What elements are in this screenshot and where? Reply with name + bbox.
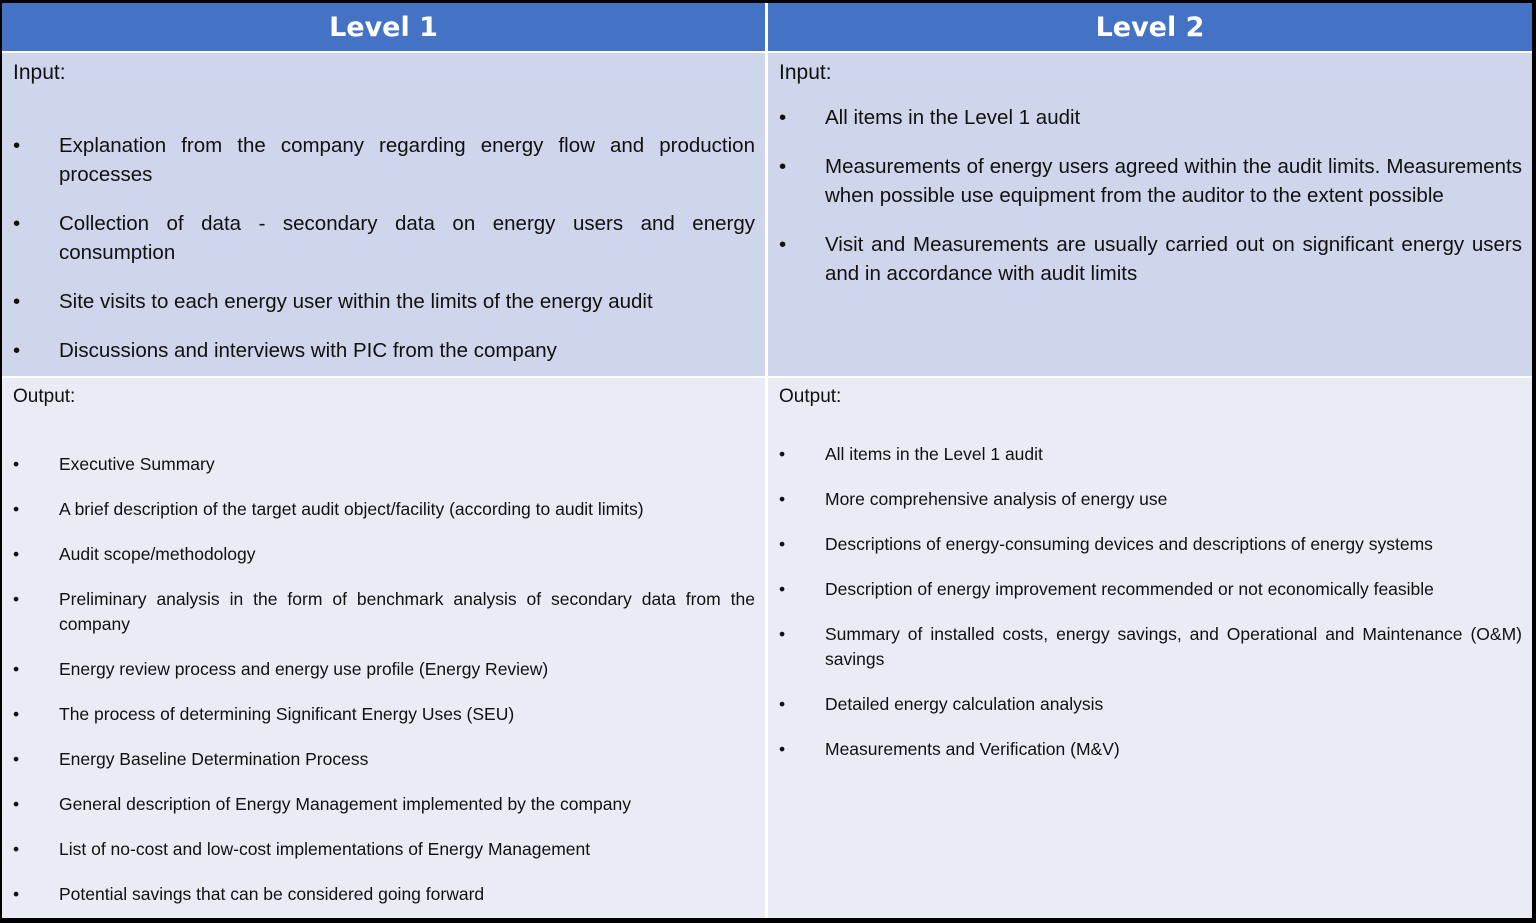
level-2-input-title: Input: [779,61,832,84]
level-2-output-title: Output: [779,386,842,407]
level-1-input-title: Input: [13,61,66,84]
level-1-output-title: Output: [13,386,76,407]
list-item: • Measurements of energy users agreed within the audit limits. Measurements when possible use equipment from the auditor to the extent possible [779,152,1522,210]
level-2-input-cell [768,53,1532,376]
list-item: • Visit and Measurements are usually carried out on significant energy users and in accordance with audit limits [779,230,1522,288]
list-item: • List of no-cost and low-cost implementations of Energy Management [13,837,755,862]
audit-levels-table [2,3,1532,918]
list-item: • The process of determining Significant Energy Uses (SEU) [13,702,755,727]
list-item: • Description of energy improvement recommended or not economically feasible [779,577,1522,602]
list-item: • Energy Baseline Determination Process [13,747,755,772]
level-2-output-list [779,442,1522,762]
list-item: • All items in the Level 1 audit [779,103,1522,132]
level-2-output-cell [768,378,1532,918]
list-item: • Executive Summary [13,452,755,477]
list-item: • Preliminary analysis in the form of benchmark analysis of secondary data from the company [13,587,755,637]
list-item: • Site visits to each energy user within the limits of the energy audit [13,287,755,316]
list-item: • Detailed energy calculation analysis [779,692,1522,717]
level-1-input-cell [2,53,765,376]
list-item: • Explanation from the company regarding energy flow and production processes [13,131,755,189]
list-item: • Potential savings that can be considered going forward [13,882,755,907]
level-1-output-list [13,452,755,907]
list-item: • Audit scope/methodology [13,542,755,567]
level-2-input-list [779,103,1522,288]
list-item: • A brief description of the target audit object/facility (according to audit limits) [13,497,755,522]
list-item: • Measurements and Verification (M&V) [779,737,1522,762]
list-item: • Summary of installed costs, energy savings, and Operational and Maintenance (O&M) savings [779,622,1522,672]
list-item: • Descriptions of energy-consuming devices and descriptions of energy systems [779,532,1522,557]
list-item: • Energy review process and energy use profile (Energy Review) [13,657,755,682]
list-item: • Discussions and interviews with PIC from the company [13,336,755,365]
level-1-input-list [13,131,755,365]
level-1-output-cell [2,378,765,918]
list-item: • More comprehensive analysis of energy use [779,487,1522,512]
list-item: • Collection of data - secondary data on energy users and energy consumption [13,209,755,267]
level-2-header: Level 2 [768,3,1532,51]
level-1-header: Level 1 [2,3,765,51]
list-item: • General description of Energy Management implemented by the company [13,792,755,817]
list-item: • All items in the Level 1 audit [779,442,1522,467]
